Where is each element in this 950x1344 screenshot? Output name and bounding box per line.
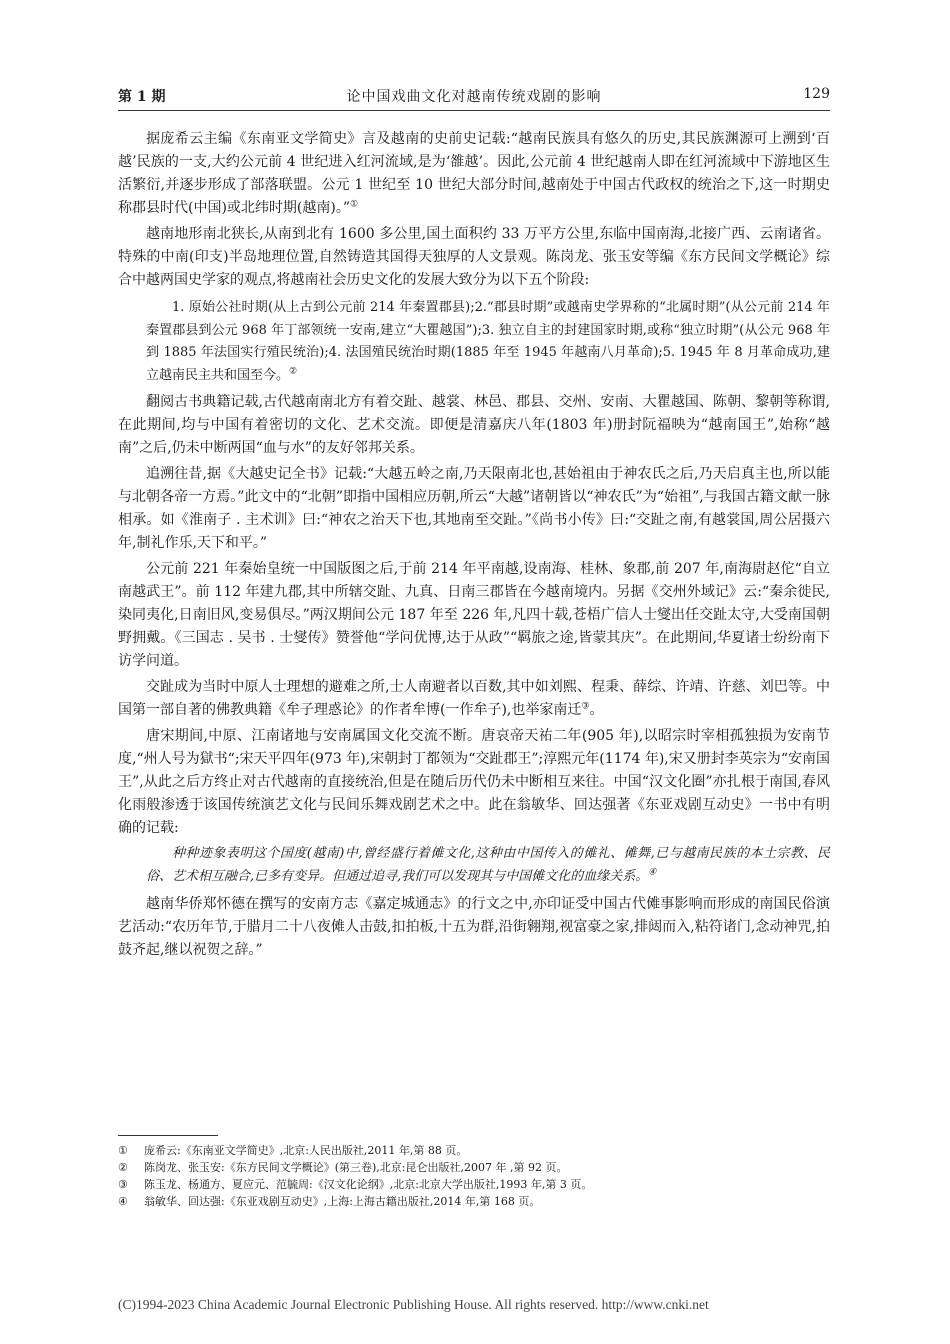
- period-list: 1. 原始公社时期(从上古到公元前 214 年秦置郡县);2.“郡县时期”或越南史学界称的“北属时期”(从公元前 214 年秦置郡县到公元 968 年丁部领统一安南,建立“大瞿越国”);3. 独立自主的封建国家时期,或称“独立时期”(从公元 968 年到 1885 年法国实行殖民统治);4. 法国殖民统治时期(1885 年至 1945 年越南八月革命);5. 1945 年 8 月革命成功,建立越南民主共和国至今。②: [146, 300, 830, 383]
- paragraph: 据庞希云主编《东南亚文学简史》言及越南的史前史记载:“越南民族具有悠久的历史,其民族渊源可上溯到‘百越’民族的一支,大约公元前 4 世纪进入红河流域,是为‘雒越’。因此,公元前 4 世纪越南人即在红河流域中下游地区生活繁衍,并逐步形成了部落联盟。公元 1 世纪至 10 世纪大部分时间,越南处于中国古代政权的统治之下,这一时期史称郡县时代(中国)或北纬时期(越南)。”①: [118, 131, 830, 216]
- article-body: [118, 128, 830, 965]
- paragraph: 越南华侨郑怀德在撰写的安南方志《嘉定城通志》的行文之中,亦印证受中国古代傩事影响而形成的南国民俗演艺活动:“农历年节,于腊月二十八夜傩人击鼓,扣拍板,十五为群,沿街翱翔,视富豪之家,排闼而入,粘符诸门,念动神咒,拍鼓齐起,继以祝贺之辞。”: [118, 896, 830, 958]
- paragraph: 唐宋期间,中原、江南诸地与安南属国文化交流不断。唐哀帝天祐二年(905 年),以昭宗时宰相孤独损为安南节度,“州人号为獄书“;宋天平四年(973 年),宋朝封丁都领为“交趾郡王”;淳熙元年(1174 年),宋又册封李英宗为“安南国王”,从此之后方终止对古代越南的直接统治,但是在随后历代仍未中断相互来往。中国“汉文化圈”亦扎根于南国,春风化雨般渗透于该国传统演艺文化与民间乐舞戏剧艺术之中。此在翁敏华、回达强著《东亚戏剧互动史》一书中有明确的记载:: [118, 728, 830, 836]
- footnote-item: ② 陈岗龙、张玉安:《东方民间文学概论》(第三卷),北京:昆仑出版社,2007 年 ,第 92 页。: [118, 1161, 568, 1174]
- footnote-item: ③ 陈玉龙、杨通方、夏应元、范毓周:《汉文化论纲》,北京:北京大学出版社,1993 年,第 3 页。: [118, 1178, 593, 1191]
- issue-number: 第 1 期: [118, 89, 166, 105]
- footnote-marker[interactable]: ①: [350, 199, 359, 210]
- footnote-rule: [118, 1135, 218, 1136]
- footnote-marker[interactable]: ③: [581, 701, 590, 712]
- paragraph: 翻阅古书典籍记载,古代越南南北方有着交趾、越裳、林邑、郡县、交州、安南、大瞿越国、陈朝、黎朝等称谓,在此期间,均与中国有着密切的文化、艺术交流。即便是清嘉庆八年(1803 年)册封阮福映为“越南国王”,始称“越南”之后,仍未中断两国“血与水”的友好邻邦关系。: [118, 394, 830, 456]
- paragraph: 追溯往昔,据《大越史记全书》记载:“大越五岭之南,乃天限南北也,甚始祖由于神农氏之后,乃天启真主也,所以能与北朝各帝一方焉。”此文中的“北朝”即指中国相应历朝,所云“大越”诸朝皆以“神农氏”为“始祖”,与我国古籍文献一脉相承。如《淮南子 . 主术训》曰:“神农之治天下也,其地南至交趾。”《尚书小传》曰:“交趾之南,有越裳国,周公居摄六年,制礼作乐,天下和平。”: [118, 466, 830, 551]
- footnote-marker[interactable]: ②: [289, 366, 298, 377]
- paragraph: 公元前 221 年秦始皇统一中国版图之后,于前 214 年平南越,设南海、桂林、象郡,前 207 年,南海尉赵佗“自立南越武王”。前 112 年建九郡,其中所辖交趾、九真、日南三郡皆在今越南境内。另据《交州外域记》云:“秦余徙民,染同夷化,日南旧风,变易俱尽。”两汉期间公元 187 年至 226 年,凡四十载,苍梧广信人士燮出任交趾太守,大受南国朝野拥戴。《三国志 . 吴书 . 士燮传》赞誉他“学问优博,达于从政”“羁旅之途,皆蒙其庆”。在此期间,华夏诸士纷纷南下访学问道。: [118, 561, 830, 669]
- footnote-marker[interactable]: ④: [648, 867, 657, 878]
- paragraph: 交趾成为当时中原人士理想的避难之所,士人南避者以百数,其中如刘熙、程秉、薛综、许靖、许慈、刘巴等。中国第一部自著的佛教典籍《牟子理惑论》的作者牟博(一作牟子),也举家南迁③。: [118, 679, 830, 718]
- page-number: 129: [803, 86, 830, 102]
- header-rule: [118, 110, 830, 111]
- footnote-item: ① 庞希云:《东南亚文学简史》,北京:人民出版社,2011 年,第 88 页。: [118, 1144, 468, 1157]
- footnote-item: ④ 翁敏华、回达强:《东亚戏剧互动史》,上海:上海古籍出版社,2014 年,第 168 页。: [118, 1195, 541, 1208]
- block-quote: 种种迹象表明这个国度(越南)中,曾经盛行着傩文化,这种由中国传入的傩礼、傩舞,已与越南民族的本土宗教、民俗、艺术相互融合,已多有变异。但通过追寻,我们可以发现其与中国傩文化的血缘关系。④: [146, 846, 830, 884]
- running-header: [118, 86, 830, 110]
- copyright-notice: (C)1994-2023 China Academic Journal Electronic Publishing House. All rights reserved. http://www.cnki.net: [118, 1297, 709, 1312]
- paragraph: 越南地形南北狭长,从南到北有 1600 多公里,国土面积约 33 万平方公里,东临中国南海,北接广西、云南诸省。特殊的中南(印支)半岛地理位置,自然铸造其国得天独厚的人文景观。陈岗龙、张玉安等编《东方民间文学概论》综合中越两国史学家的观点,将越南社会历史文化的发展大致分为以下五个阶段:: [118, 226, 830, 288]
- footnotes: [118, 1142, 830, 1210]
- article-title: 论中国戏曲文化对越南传统戏剧的影响: [346, 89, 602, 105]
